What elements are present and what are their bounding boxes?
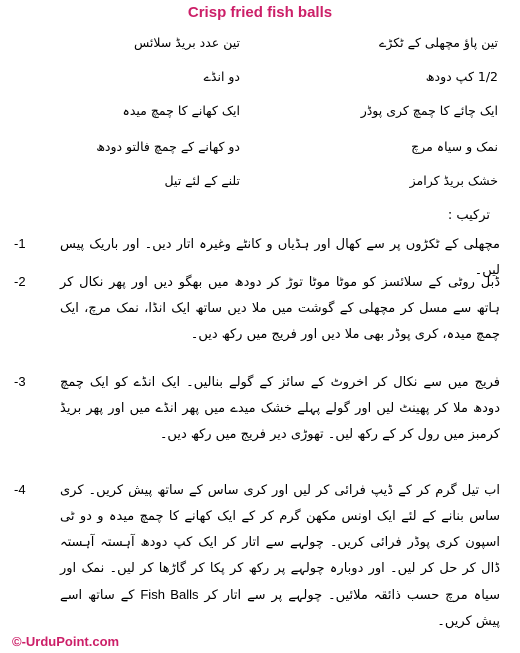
step-text: فریج میں سے نکال کر اخروٹ کے سائز کے گولے بنالیں۔ ایک انڈے کو ایک چمچ دودھ ملا کر پھینٹ لیں اور گولے پہلے خشک میدے میں پھر انڈے میں اور پھر بریڈ کرمبز میں رول کر کے رکھ لیں۔ تھوڑی دیر فریج میں رکھ دیں۔: [60, 375, 500, 442]
step-number: -2: [14, 274, 26, 289]
step-number: -3: [14, 374, 26, 389]
ingredient-item: دو انڈے: [203, 69, 240, 84]
step-text-part: اب تیل گرم کر کے ڈیپ فرائی کر لیں اور کری ساس کے ساتھ پیش کریں۔ کری ساس بنانے کے لئے ایک اونس مکھن گرم کر کے ایک کھانے کا چمچ میدہ و دو ٹی اسپون کری پوڈر فرائی کریں۔ چولہے سے اتار کر ایک کپ دودھ آہستہ آہستہ ڈال کر حل کر لیں۔ اور دوبارہ چولہے پر رکھ کر پکا کر گاڑھا کر لیں۔ نمک اور سیاہ مرچ حسب ذائقہ ملائیں۔ چولہے پر سے اتار کر: [60, 483, 500, 603]
ingredient-item: 1/2 کپ دودھ: [425, 69, 498, 84]
ingredient-item: نمک و سیاہ مرچ: [411, 139, 498, 154]
ingredient-item: تلنے کے لئے تیل: [164, 173, 240, 188]
fish-balls-term: Fish Balls: [140, 587, 199, 602]
ingredient-item: خشک بریڈ کرامز: [409, 173, 498, 188]
ingredient-item: ایک چائے کا چمچ کری پوڈر: [360, 103, 498, 118]
step-text: [60, 478, 500, 635]
ingredient-item: ایک کھانے کا چمچ میدہ: [122, 103, 240, 118]
step-text: ڈبل روٹی کے سلائسز کو موٹا موٹا توڑ کر دودھ میں بھگو دیں اور پھر نکال کر ہاتھ سے مسل کر مچھلی کے گوشت میں ملا دیں ساتھ ایک انڈا، نمک مرچ، ایک چمچ میدہ، کری پوڈر بھی ملا دیں اور فریج میں رکھ دیں۔: [60, 275, 500, 342]
step-text-part: کے ساتھ اسے پیش کریں۔: [60, 588, 500, 629]
step-number: -1: [14, 236, 26, 251]
ingredient-item: تین پاؤ مچھلی کے ٹکڑے: [379, 35, 498, 50]
ingredient-item: دو کھانے کے چمچ فالتو دودھ: [96, 139, 240, 154]
footer-copyright: ©-UrduPoint.com: [12, 634, 120, 649]
step-number: -4: [14, 482, 26, 497]
step-text: مچھلی کے ٹکڑوں پر سے کھال اور ہڈیاں و کانٹے وغیرہ اتار دیں۔ اور باریک پیس لیں۔: [60, 237, 500, 278]
page-title: Crisp fried fish balls: [187, 4, 333, 21]
ingredient-item: تین عدد بریڈ سلائس: [133, 35, 240, 50]
method-heading: ترکیب :: [447, 208, 490, 223]
